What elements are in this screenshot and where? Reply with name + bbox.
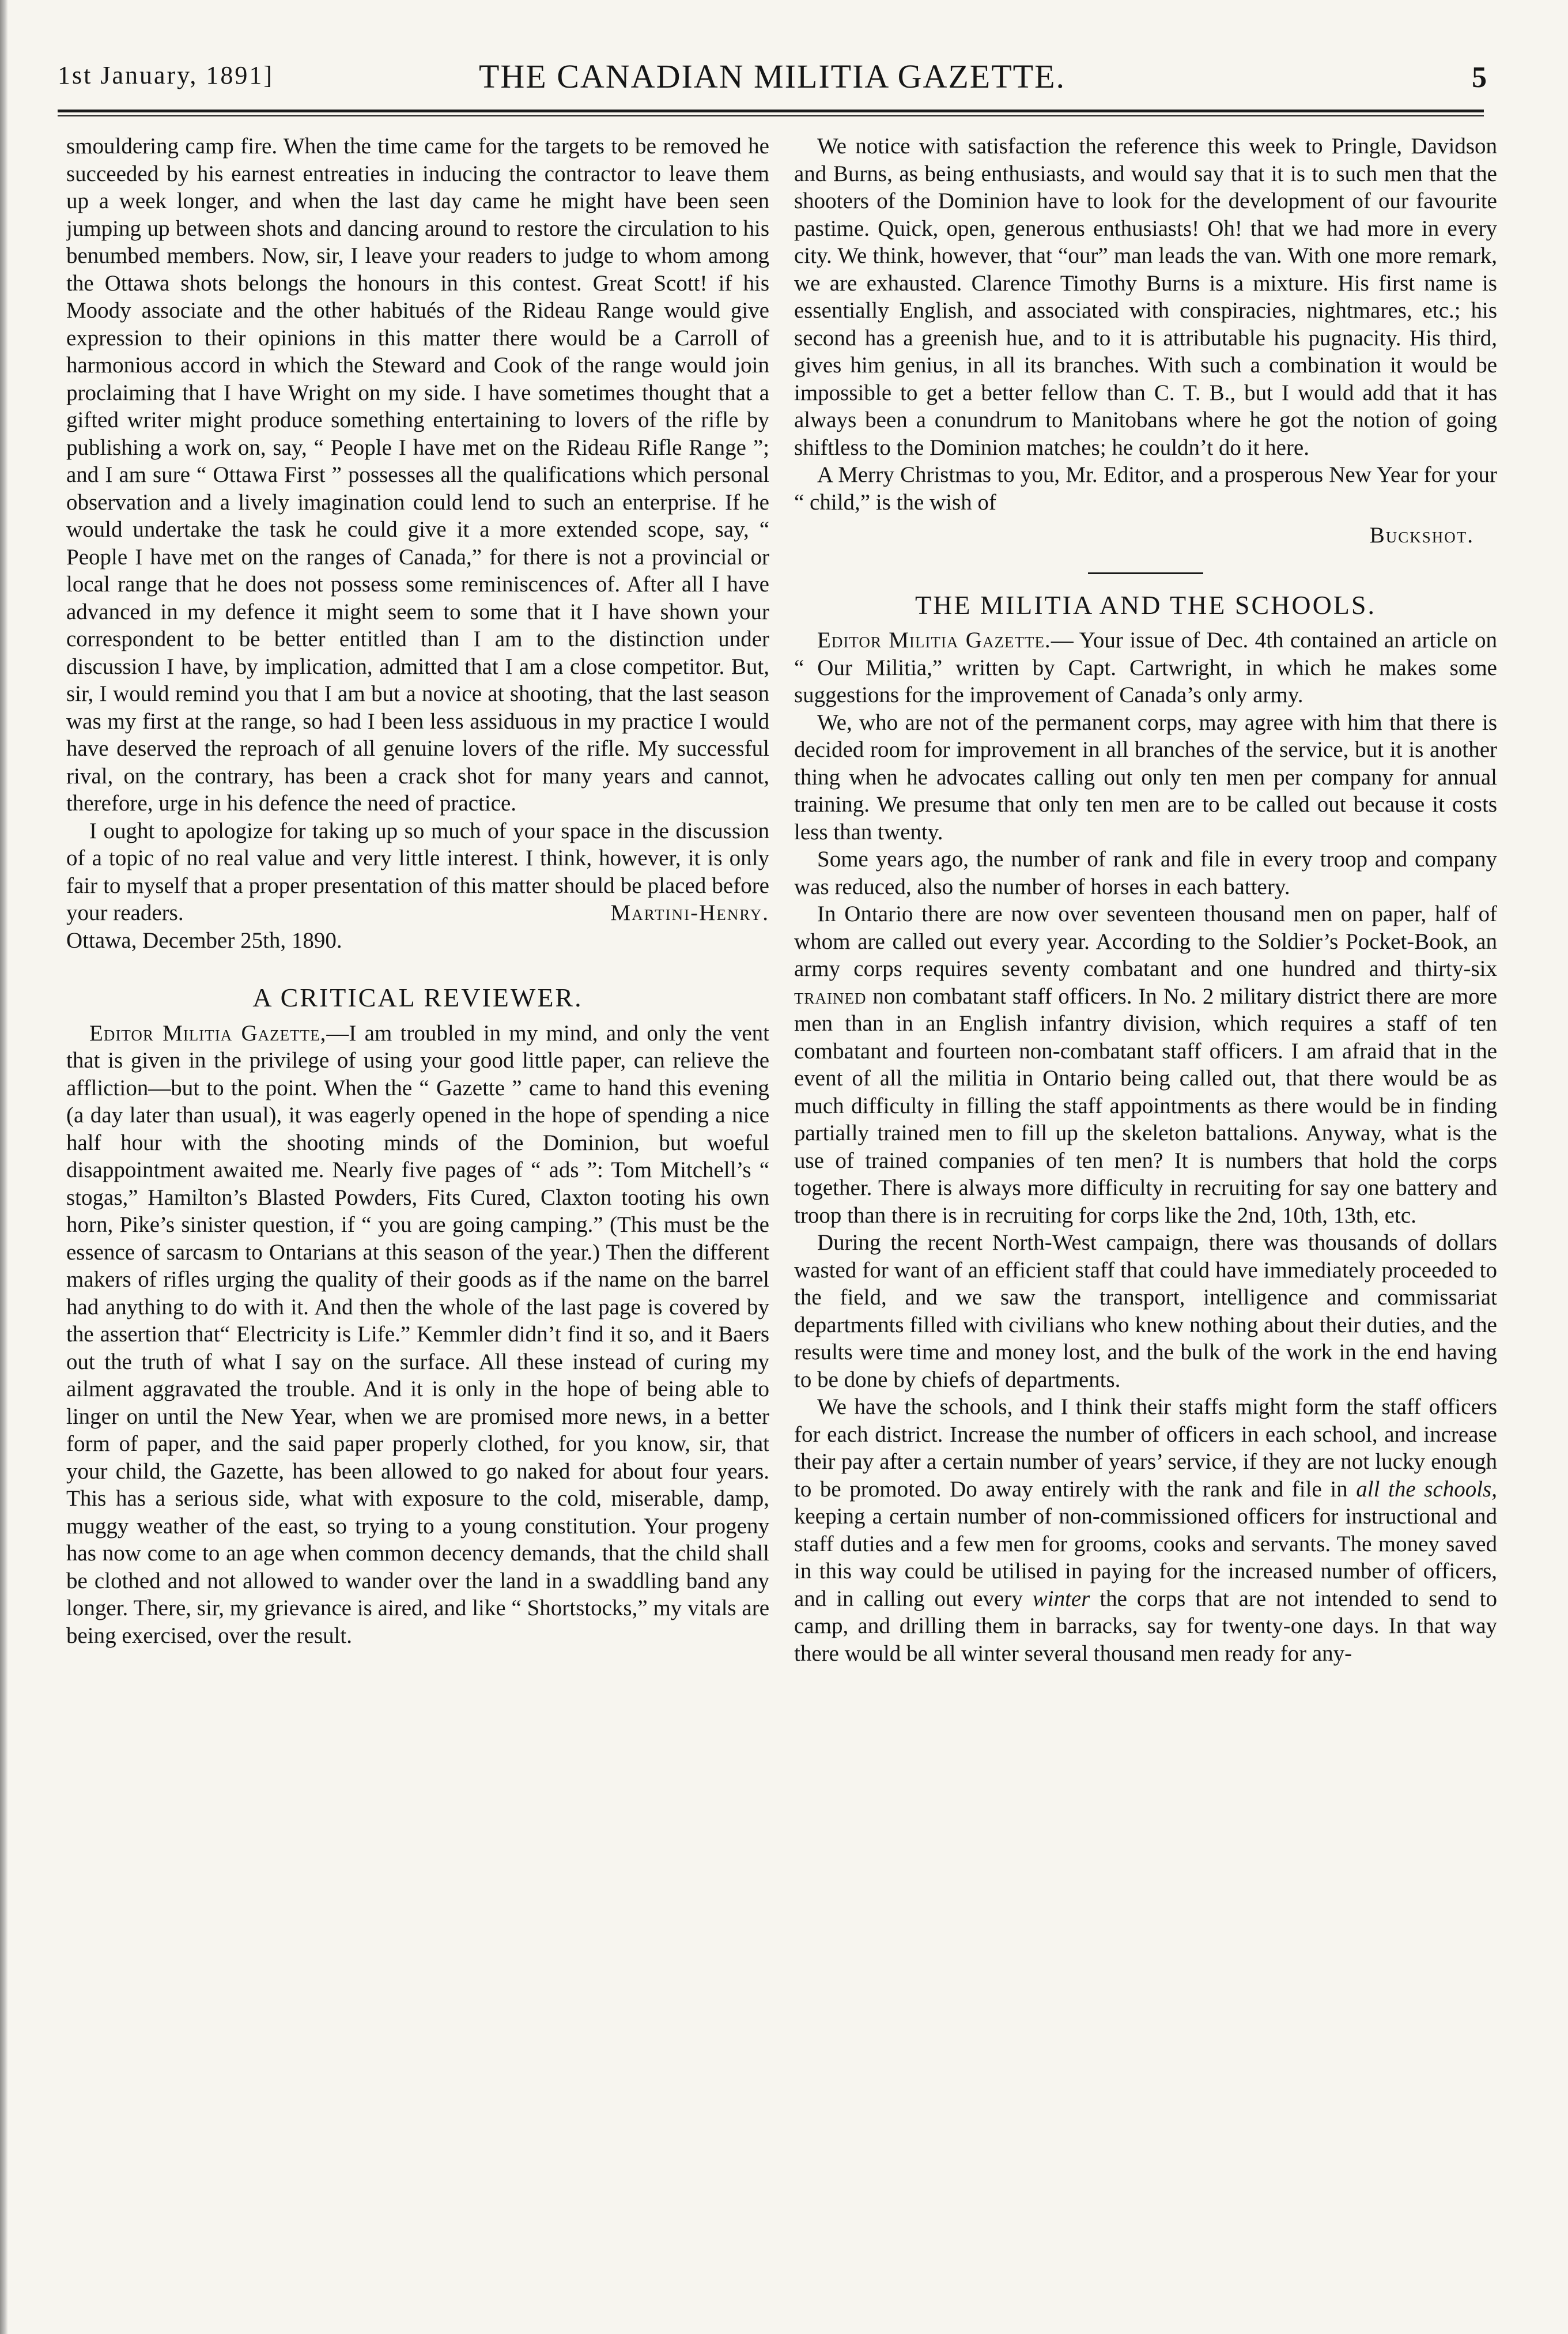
article-heading: THE MILITIA AND THE SCHOOLS. — [915, 590, 1376, 620]
section-divider — [1088, 572, 1203, 574]
article-paragraph — [66, 817, 769, 927]
signature: Buckshot. — [1369, 523, 1474, 548]
publication-title: THE CANADIAN MILITIA GAZETTE. — [478, 58, 1066, 95]
article-paragraph: We, who are not of the permanent corps, may agree with him that there is decided room for improvement in all branches of the service, but it is another thing when he advocates calling out only ten men per company for annual training. We presume that only ten men are to be called out because it costs less than twenty. — [794, 710, 1497, 844]
article-paragraph — [794, 900, 1497, 1229]
article-paragraph: A Merry Christmas to you, Mr. Editor, and a prosperous New Year for your “ child,” is the wish of — [794, 462, 1497, 515]
page-header — [58, 55, 1487, 101]
paragraph-text: I ought to apologize for taking up so much of your space in the discussion of a topic of no real value and very little interest. I think, however, it is only fair to myself that a proper presentation of this matter should be placed before your readers. — [66, 818, 769, 925]
issue-date: 1st January, 1891] — [58, 61, 274, 89]
paragraph-text: We have the schools, and I think their staffs might form the staff officers for each district. Increase the number of officers in each school, and increase their pay after a certain number of years’ service, if they are not lucky enough to be promoted. Do away entirely with the rank and file in — [794, 1394, 1497, 1502]
emphasis-text: all the schools, — [1356, 1476, 1497, 1502]
right-column — [794, 133, 1497, 2317]
paragraph-text: — Your issue of Dec. 4th contained an article on “ Our Militia,” written by Capt. Cartwright, in which he makes some suggestions for the improvement of Canada’s only army. — [794, 628, 1497, 707]
emphasis-text: trained — [794, 983, 867, 1009]
article-paragraph: We notice with satisfaction the reference this week to Pringle, Davidson and Burns, as being enthusiasts, and would say that it is to such men that the shooters of the Dominion have to look for the development of our favourite pastime. Quick, open, generous enthusiasts! Oh! that we had more in every city. We think, however, that “our” man leads the van. With one more remark, we are exhausted. Clarence Timothy Burns is a mixture. His first name is essentially English, and associated with conspiracies, nightmares, etc.; his second has a greenish hue, and to it is attributable his pugnacity. His third, gives him genius, in all its branches. With such a combination it would be impossible to get a better fellow than C. T. B., but I would add that it has always been a conundrum to Manitobans where he got the notion of going shiftless to the Dominion matches; he couldn’t do it here. — [794, 134, 1497, 460]
paragraph-text: non combatant staff officers. In No. 2 military district there are more men than in an English infantry division, which requires a staff of ten combatant and fourteen non-combatant staff officers. I am afraid that in the event of all the militia in Ontario being called out, that there would be as much difficulty in filling the staff appointments as there would be in finding partially trained men to fill up the skeleton battalions. Anyway, what is the use of trained companies of ten men? It is numbers that hold the corps together. There is always more difficulty in recruiting for say one battery and troop than there is in recruiting for corps like the 2nd, 10th, 13th, etc. — [794, 983, 1497, 1228]
left-column — [66, 133, 769, 2317]
emphasis-text: winter — [1032, 1586, 1090, 1611]
article-paragraph — [794, 1393, 1497, 1667]
scan-binding-edge — [0, 0, 8, 2334]
signature: Martini-Henry. — [610, 900, 769, 925]
article-heading: A CRITICAL REVIEWER. — [252, 983, 583, 1012]
paragraph-text: In Ontario there are now over seventeen thousand men on paper, half of whom are called out every year. According to the Soldier’s Pocket-Book, an army corps requires seventy combatant and one hundred and thirty-six — [794, 902, 1497, 981]
paragraph-text: keeping a certain number of non-commissioned officers for instructional and staff duties and a few men for grooms, cooks and servants. The money saved in this way could be utilised in paying for the increased number of officers, and in calling out every — [794, 1504, 1497, 1611]
paragraph-text: —I am troubled in my mind, and only the vent that is given in the privilege of using your good little paper, can relieve the affliction—but to the point. When the “ Gazette ” came to hand this evening (a day later than usual), it was eagerly opened in the hope of spending a nice half hour with the shooting minds of the Dominion, but woeful disappointment awaited me. Nearly five pages of “ ads ”: Tom Mitchell’s “ stogas,” Hamilton’s Blasted Powders, Fits Cured, Claxton tooting his own horn, Pike’s sinister question, if “ you are going camping.” (This must be the essence of sarcasm to Ontarians at this season of the year.) Then the different makers of rifles urging the quality of their goods as if the name on the barrel had anything to do with it. And then the whole of the last page is covered by the assertion that“ Electricity is Life.” Kemmler didn’t find it so, and it Baers out the truth of what I say on the surface. All these instead of curing my ailment aggravated the trouble. And it is only in the hope of being able to linger on until the New Year, when we are promised more news, in a better form of paper, and the said paper properly clothed, for you know, sir, that your child, the Gazette, has been allowed to go naked for about four years. This has a serious side, what with exposure to the cold, miserable, damp, muggy weather of the east, so trying to a young constitution. Your progeny has now come to an age when common decency demands, that the child shall be clothed and not allowed to wander over the land in a swaddling band any longer. There, sir, my grievance is aired, and like “ Shortstocks,” my vitals are being exercised, over the result. — [66, 1020, 769, 1648]
article-paragraph: Some years ago, the number of rank and file in every troop and company was reduced, also the number of horses in each battery. — [794, 847, 1497, 899]
paragraph-text: the corps that are not intended to send to camp, and drilling them in barracks, say for twenty-one days. In that way there would be all winter several thousand men ready for any- — [794, 1586, 1497, 1666]
salutation: Editor Militia Gazette, — [89, 1020, 327, 1046]
article-paragraph: smouldering camp fire. When the time came for the targets to be removed he succeeded by his earnest entreaties in inducing the contractor to leave them up a week longer, and when the last day came he might have been seen jumping up between shots and dancing around to restore the circulation to his benumbed members. Now, sir, I leave your readers to judge to whom among the Ottawa shots belongs the honours in this contest. Great Scott! if his Moody associate and the other habitués of the Rideau Range would give expression to their opinions in this matter there would be a Carroll of harmonious accord in which the Steward and Cook of the range would join proclaiming that I have Wright on my side. I have sometimes thought that a gifted writer might produce something entertaining to lovers of the rifle by publishing a work on, say, “ People I have met on the Rideau Rifle Range ”; and I am sure “ Ottawa First ” possesses all the qualifications which personal observation and a lively imagination could lend to such an enterprise. If he would undertake the task he could give it a more extended scope, say, “ People I have met on the ranges of Canada,” for there is not a provincial or local range that he does not possess some reminiscences of. After all I have advanced in my defence it might seem to some that it I have shown your correspondent to be better entitled than I am to the distinction under discussion I have, by implication, admitted that I am a close competitor. But, sir, I would remind you that I am but a novice at shooting, that the last season was my first at the range, so had I been less assiduous in my practice I would have deserved the reproach of all genuine lovers of the rifle. My successful rival, on the contrary, has been a crack shot for many years and cannot, therefore, urge in his defence the need of practice. — [66, 134, 769, 816]
dateline: Ottawa, December 25th, 1890. — [66, 927, 342, 953]
article-paragraph — [66, 1020, 769, 1650]
page-number: 5 — [1472, 61, 1487, 94]
article-paragraph: During the recent North-West campaign, there was thousands of dollars wasted for want of an efficient staff that could have immediately proceeded to the field, and we saw the transport, intelligence and commissariat departments filled with civilians who knew nothing about their duties, and the results were time and money lost, and the bulk of the work in the end having to be done by chiefs of departments. — [794, 1230, 1497, 1392]
header-rule-thick — [58, 110, 1484, 112]
article-paragraph — [794, 627, 1497, 709]
header-rule-thin — [58, 115, 1484, 116]
salutation: Editor Militia Gazette. — [817, 628, 1051, 653]
